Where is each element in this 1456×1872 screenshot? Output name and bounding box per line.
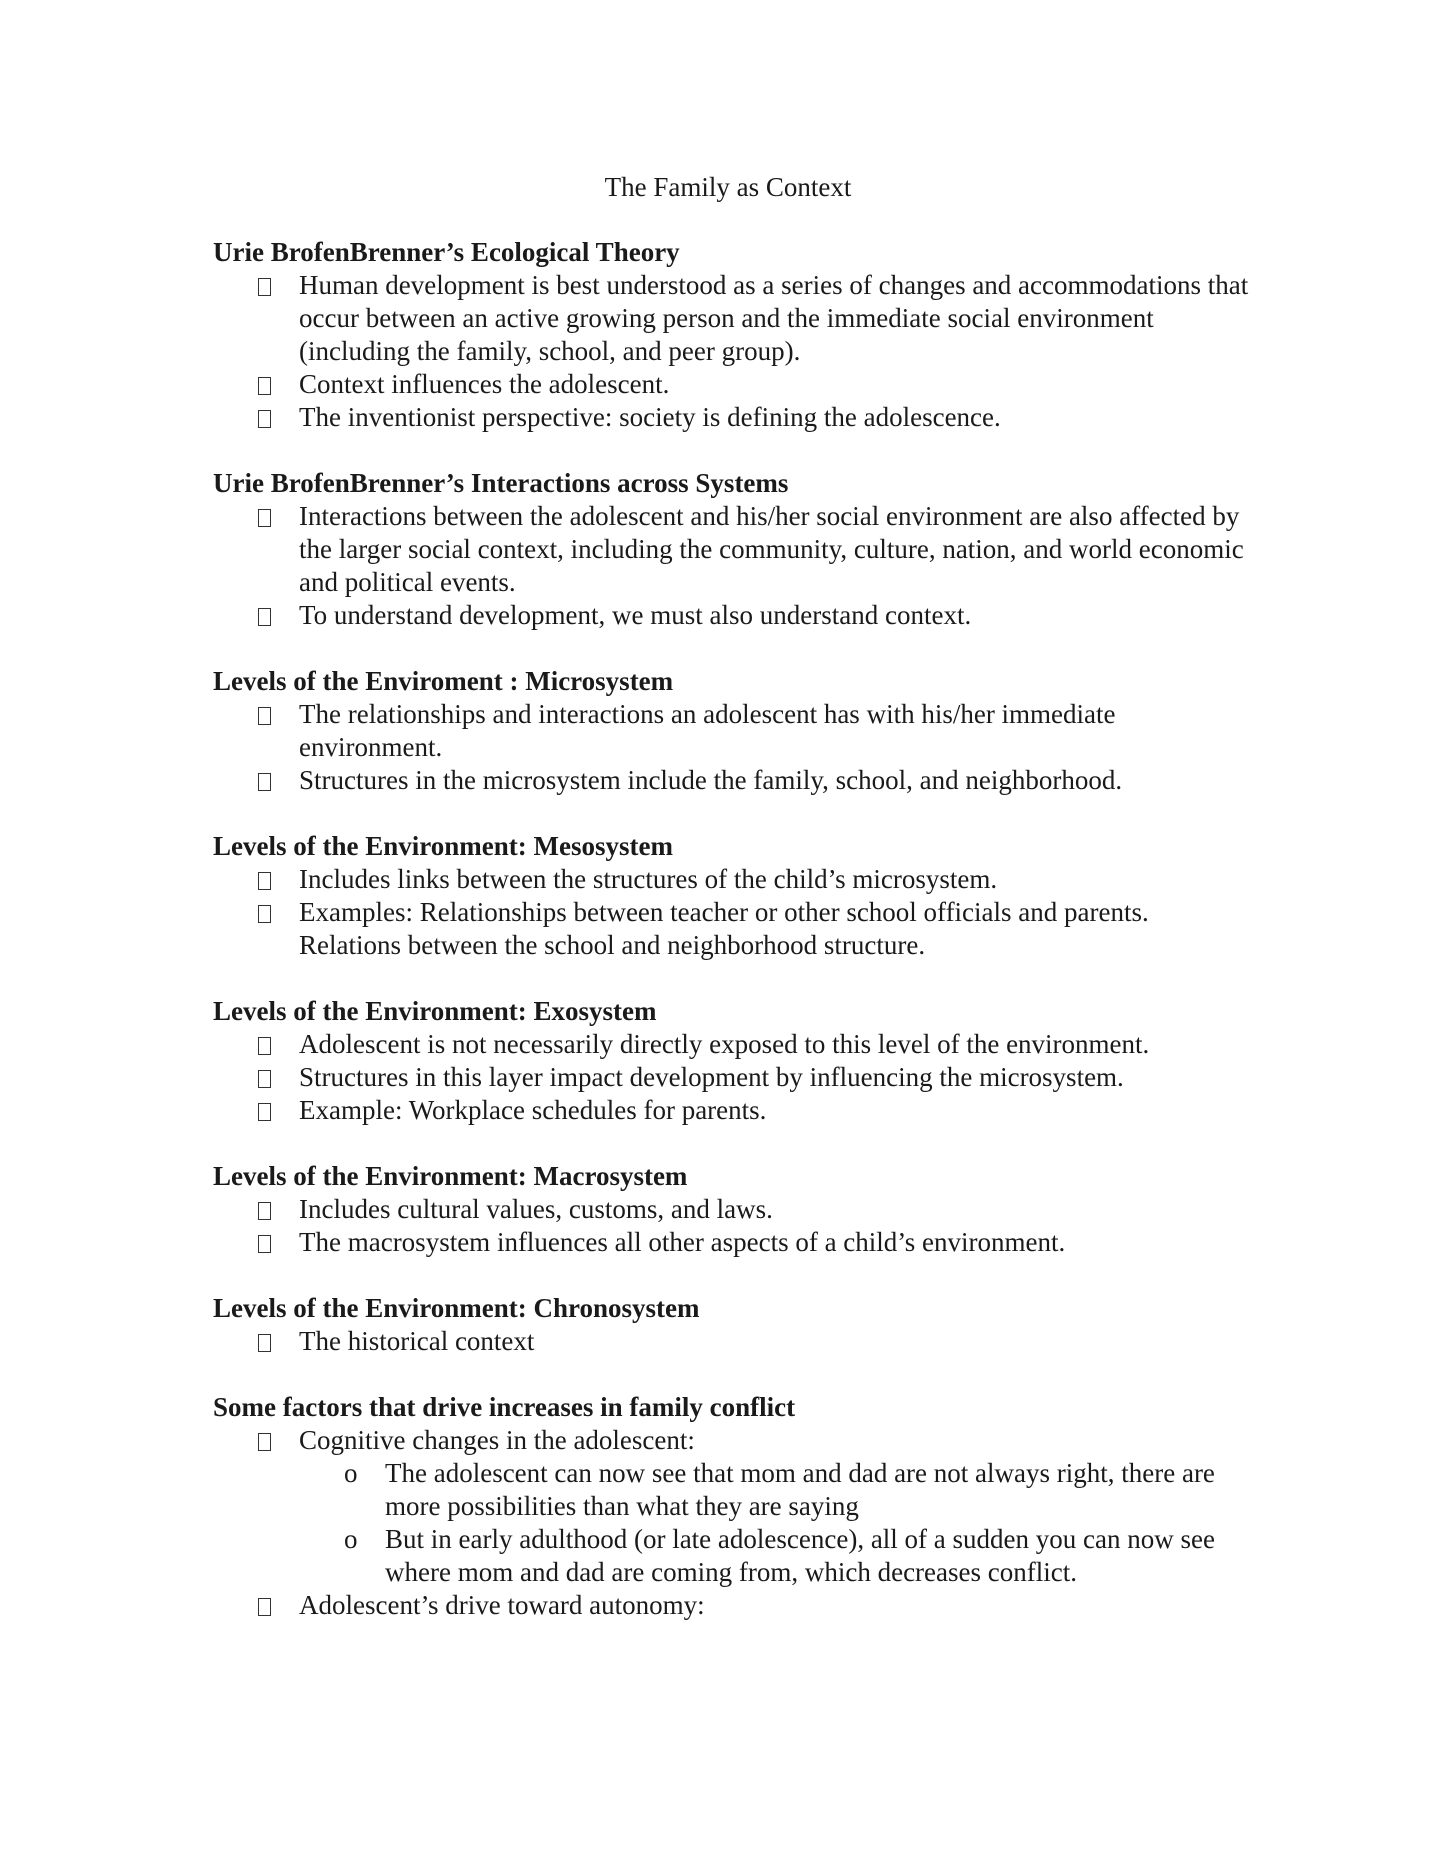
list-item [213,764,1253,797]
section-heading: Levels of the Environment: Macrosystem [213,1161,688,1191]
bullet-list [213,1424,1253,1622]
section-microsystem [213,665,1253,797]
list-item-text: Examples: Relationships between teacher or other school officials and parents. Relations between the school and neighborhood structure. [299,897,1149,960]
bullet-list [213,1325,1253,1358]
list-item [213,1094,1253,1127]
list-item-text: Human development is best understood as a series of changes and accommodations that occur between an active growing person and the immediate social environment (including the family, school, and peer group). [299,270,1249,366]
bullet-box-icon [258,1334,271,1352]
list-item [213,368,1253,401]
list-item [213,1589,1253,1622]
sub-list-item [299,1457,1253,1523]
sub-bullet-list [299,1457,1253,1589]
list-item [213,1325,1253,1358]
sub-bullet-marker: o [344,1458,358,1488]
bullet-box-icon [258,1037,271,1055]
section-interactions-across-systems [213,467,1253,632]
list-item-text: The macrosystem influences all other aspects of a child’s environment. [299,1227,1066,1257]
bullet-box-icon [258,905,271,923]
list-item [213,269,1253,368]
section-chronosystem [213,1292,1253,1358]
bullet-list [213,269,1253,434]
list-item [213,896,1253,962]
bullet-box-icon [258,707,271,725]
section-heading: Levels of the Environment: Chronosystem [213,1293,700,1323]
list-item [213,500,1253,599]
list-item-text: Example: Workplace schedules for parents. [299,1095,767,1125]
list-item [213,1061,1253,1094]
list-item [213,1193,1253,1226]
list-item-text: Includes cultural values, customs, and laws. [299,1194,773,1224]
list-item [213,863,1253,896]
list-item [213,599,1253,632]
section-ecological-theory [213,236,1253,434]
bullet-box-icon [258,1598,271,1616]
bullet-box-icon [258,1202,271,1220]
bullet-box-icon [258,278,271,296]
section-heading: Urie BrofenBrenner’s Interactions across Systems [213,468,789,498]
list-item [213,401,1253,434]
list-item-text: Includes links between the structures of the child’s microsystem. [299,864,998,894]
bullet-box-icon [258,410,271,428]
bullet-box-icon [258,377,271,395]
bullet-list [213,1193,1253,1259]
list-item-text: The historical context [299,1326,535,1356]
bullet-list [213,863,1253,962]
document-title: The Family as Context [604,172,852,202]
section-heading: Some factors that drive increases in family conflict [213,1392,796,1422]
section-mesosystem [213,830,1253,962]
bullet-list [213,500,1253,632]
bullet-box-icon [258,1103,271,1121]
section-family-conflict-factors [213,1391,1253,1622]
bullet-box-icon [258,1070,271,1088]
list-item [213,1424,1253,1589]
list-item [213,698,1253,764]
section-heading: Levels of the Enviroment : Microsystem [213,666,674,696]
list-item-text: Adolescent is not necessarily directly exposed to this level of the environment. [299,1029,1150,1059]
section-heading: Urie BrofenBrenner’s Ecological Theory [213,237,680,267]
bullet-box-icon [258,773,271,791]
sub-list-item-text: The adolescent can now see that mom and dad are not always right, there are more possibilities than what they are saying [385,1458,1215,1521]
section-heading: Levels of the Environment: Mesosystem [213,831,673,861]
bullet-box-icon [258,1235,271,1253]
bullet-list [213,1028,1253,1127]
section-heading: Levels of the Environment: Exosystem [213,996,657,1026]
list-item [213,1226,1253,1259]
list-item [213,1028,1253,1061]
document-body [213,236,1253,1655]
bullet-box-icon [258,1433,271,1451]
section-exosystem [213,995,1253,1127]
list-item-text: Structures in the microsystem include the family, school, and neighborhood. [299,765,1123,795]
list-item-text: The inventionist perspective: society is defining the adolescence. [299,402,1001,432]
sub-list-item [299,1523,1253,1589]
sub-list-item-text: But in early adulthood (or late adolescence), all of a sudden you can now see where mom and dad are coming from, which decreases conflict. [385,1524,1215,1587]
section-macrosystem [213,1160,1253,1259]
list-item-text: Adolescent’s drive toward autonomy: [299,1590,705,1620]
sub-bullet-marker: o [344,1524,358,1554]
bullet-box-icon [258,509,271,527]
bullet-box-icon [258,872,271,890]
list-item-text: To understand development, we must also understand context. [299,600,972,630]
list-item-text: Context influences the adolescent. [299,369,670,399]
bullet-list [213,698,1253,797]
list-item-text: Structures in this layer impact development by influencing the microsystem. [299,1062,1124,1092]
list-item-text: The relationships and interactions an adolescent has with his/her immediate environment. [299,699,1116,762]
list-item-text: Interactions between the adolescent and his/her social environment are also affected by the larger social context, including the community, culture, nation, and world economic and political events. [299,501,1244,597]
list-item-text: Cognitive changes in the adolescent: [299,1425,695,1455]
bullet-box-icon [258,608,271,626]
